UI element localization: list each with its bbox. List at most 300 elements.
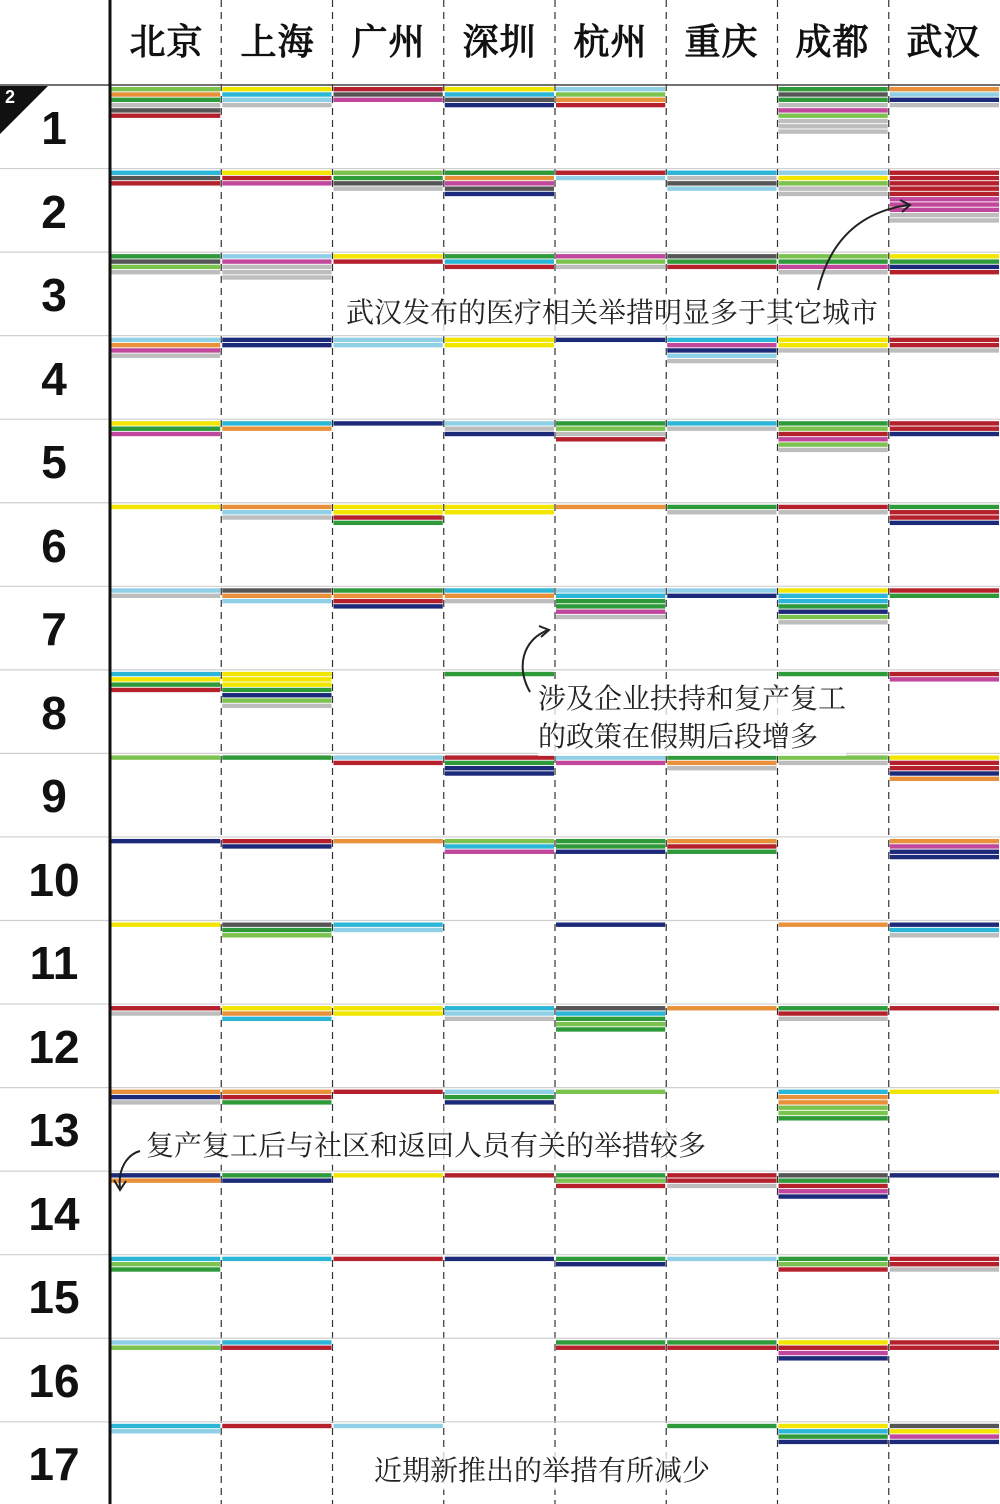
- policy-stripe: [222, 1100, 331, 1104]
- policy-stripe: [779, 1095, 888, 1099]
- policy-stripe: [111, 338, 220, 342]
- policy-stripe: [445, 87, 554, 91]
- policy-stripe: [779, 604, 888, 608]
- policy-stripe: [890, 87, 999, 91]
- policy-stripe: [556, 1022, 665, 1026]
- policy-stripe: [890, 181, 999, 185]
- policy-stripe: [779, 1100, 888, 1104]
- policy-stripe: [779, 1340, 888, 1344]
- policy-stripe: [334, 1090, 443, 1094]
- policy-stripe: [667, 1346, 776, 1350]
- day-label: 8: [41, 687, 67, 739]
- policy-stripe: [779, 448, 888, 452]
- policy-stripe: [667, 1006, 776, 1010]
- policy-stripe: [556, 1173, 665, 1177]
- policy-stripe: [667, 1178, 776, 1182]
- policy-stripe: [779, 171, 888, 175]
- policy-stripe: [222, 171, 331, 175]
- annotation-line: 的政策在假期后段增多: [538, 720, 819, 753]
- policy-stripe: [890, 672, 999, 676]
- policy-stripe: [667, 338, 776, 342]
- policy-stripe: [111, 108, 220, 112]
- policy-stripe: [111, 427, 220, 431]
- policy-stripe: [890, 677, 999, 681]
- policy-stripe: [556, 265, 665, 269]
- day-label: 9: [41, 770, 67, 822]
- policy-stripe: [890, 1257, 999, 1261]
- annotation-recent-decrease: 近期新推出的举措有所减少: [374, 1452, 710, 1490]
- policy-stripe: [445, 771, 554, 775]
- policy-stripe: [445, 338, 554, 342]
- policy-stripe: [556, 755, 665, 759]
- policy-stripe: [222, 933, 331, 937]
- policy-stripe: [445, 850, 554, 854]
- policy-stripe: [111, 1346, 220, 1350]
- policy-stripe: [222, 338, 331, 342]
- annotation-community: 复产复工后与社区和返回人员有关的举措较多: [146, 1127, 706, 1165]
- policy-stripe: [222, 1011, 331, 1015]
- policy-stripe: [667, 588, 776, 592]
- policy-stripe: [222, 1090, 331, 1094]
- policy-stripe: [556, 103, 665, 107]
- policy-stripe: [890, 176, 999, 180]
- city-label: 北京: [129, 22, 204, 63]
- policy-stripe: [111, 1429, 220, 1433]
- policy-stripe: [779, 1424, 888, 1428]
- policy-stripe: [779, 1346, 888, 1350]
- policy-stripe: [222, 92, 331, 96]
- policy-stripe: [445, 594, 554, 598]
- policy-stripe: [890, 933, 999, 937]
- policy-stripe: [890, 1173, 999, 1177]
- policy-stripe: [890, 338, 999, 342]
- policy-stripe: [111, 1267, 220, 1271]
- policy-stripe: [222, 672, 331, 676]
- policy-stripe: [667, 594, 776, 598]
- policy-stripe: [445, 171, 554, 175]
- policy-stripe: [222, 844, 331, 848]
- policy-stripe: [779, 1090, 888, 1094]
- policy-stripe: [890, 270, 999, 274]
- day-label: 11: [29, 937, 79, 989]
- policy-stripe: [222, 265, 331, 269]
- policy-stripe: [556, 594, 665, 598]
- policy-stripe: [334, 594, 443, 598]
- policy-stripe: [890, 923, 999, 927]
- policy-stripe: [222, 1340, 331, 1344]
- policy-stripe: [890, 928, 999, 932]
- policy-stripe: [111, 1006, 220, 1010]
- policy-stripe: [890, 515, 999, 519]
- policy-stripe: [556, 604, 665, 608]
- policy-stripe: [667, 171, 776, 175]
- policy-stripe: [890, 755, 999, 759]
- policy-stripe: [890, 103, 999, 107]
- policy-stripe: [890, 771, 999, 775]
- policy-stripe: [890, 766, 999, 770]
- policy-stripe: [222, 923, 331, 927]
- policy-stripe: [779, 615, 888, 619]
- policy-stripe: [779, 129, 888, 133]
- policy-stripe: [556, 338, 665, 342]
- policy-stripe: [222, 505, 331, 509]
- policy-stripe: [779, 119, 888, 123]
- policy-stripe: [667, 421, 776, 425]
- policy-stripe: [445, 1173, 554, 1177]
- policy-stripe: [890, 265, 999, 269]
- day-label: 16: [28, 1355, 80, 1407]
- policy-stripe: [222, 1178, 331, 1182]
- policy-stripe: [334, 1011, 443, 1015]
- policy-stripe: [111, 171, 220, 175]
- policy-stripe: [556, 254, 665, 258]
- policy-stripe: [556, 1178, 665, 1182]
- policy-stripe: [556, 1090, 665, 1094]
- city-label: 武汉: [906, 22, 981, 63]
- policy-stripe: [111, 1095, 220, 1099]
- policy-stripe: [556, 844, 665, 848]
- policy-stripe: [111, 672, 220, 676]
- policy-stripe: [222, 176, 331, 180]
- policy-stripe: [667, 1424, 776, 1428]
- policy-stripe: [890, 254, 999, 258]
- policy-stripe: [890, 192, 999, 196]
- policy-stripe: [111, 354, 220, 358]
- policy-stripe: [334, 588, 443, 592]
- policy-stripe: [556, 171, 665, 175]
- policy-stripe: [890, 839, 999, 843]
- policy-stripe: [556, 176, 665, 180]
- policy-stripe: [445, 343, 554, 347]
- policy-stripe: [445, 1095, 554, 1099]
- policy-stripe: [111, 181, 220, 185]
- policy-stripe: [890, 259, 999, 263]
- policy-stripe: [890, 218, 999, 222]
- policy-stripe: [445, 766, 554, 770]
- policy-stripe: [334, 761, 443, 765]
- policy-stripe: [779, 1267, 888, 1271]
- policy-stripe: [334, 928, 443, 932]
- policy-stripe: [222, 1424, 331, 1428]
- policy-stripe: [556, 1006, 665, 1010]
- policy-stripe: [890, 427, 999, 431]
- policy-stripe: [445, 844, 554, 848]
- policy-stripe: [890, 1424, 999, 1428]
- policy-stripe: [779, 761, 888, 765]
- policy-stripe: [556, 1027, 665, 1031]
- policy-stripe: [222, 677, 331, 681]
- policy-stripe: [779, 599, 888, 603]
- policy-stripe: [890, 421, 999, 425]
- policy-stripe: [111, 343, 220, 347]
- policy-stripe: [445, 755, 554, 759]
- policy-stripe: [890, 594, 999, 598]
- policy-stripe: [556, 1340, 665, 1344]
- policy-stripe: [445, 265, 554, 269]
- policy-stripe: [111, 98, 220, 102]
- policy-stripe: [445, 92, 554, 96]
- policy-stripe: [667, 354, 776, 358]
- policy-stripe: [222, 254, 331, 258]
- policy-stripe: [556, 599, 665, 603]
- policy-stripe: [890, 432, 999, 436]
- policy-stripe: [890, 505, 999, 509]
- policy-stripe: [334, 505, 443, 509]
- policy-stripe: [111, 270, 220, 274]
- policy-stripe: [222, 1017, 331, 1021]
- policy-stripe: [111, 1262, 220, 1266]
- badge-number: 2: [5, 87, 16, 107]
- policy-stripe: [334, 92, 443, 96]
- policy-stripe: [334, 1173, 443, 1177]
- policy-stripe: [222, 1173, 331, 1177]
- policy-stripe: [111, 677, 220, 681]
- policy-stripe: [779, 343, 888, 347]
- policy-stripe: [445, 427, 554, 431]
- policy-stripe: [667, 1173, 776, 1177]
- city-label: 杭州: [573, 22, 648, 63]
- policy-stripe: [890, 1346, 999, 1350]
- policy-stripe: [890, 213, 999, 217]
- policy-stripe: [667, 348, 776, 352]
- policy-stripe: [779, 124, 888, 128]
- policy-stripe: [667, 755, 776, 759]
- day-label: 1: [41, 102, 67, 154]
- policy-stripe: [779, 87, 888, 91]
- policy-stripe: [890, 844, 999, 848]
- policy-stripe: [779, 1106, 888, 1110]
- policy-stripe: [556, 437, 665, 441]
- policy-stripe: [445, 839, 554, 843]
- policy-stripe: [222, 275, 331, 279]
- policy-stripe: [556, 92, 665, 96]
- policy-stripe: [111, 176, 220, 180]
- day-label: 6: [41, 520, 67, 572]
- policy-stripe: [556, 427, 665, 431]
- policy-stripe: [334, 599, 443, 603]
- policy-stripe: [890, 171, 999, 175]
- policy-stripe: [890, 855, 999, 859]
- policy-stripe: [222, 704, 331, 708]
- policy-stripe: [779, 755, 888, 759]
- policy-stripe: [779, 1116, 888, 1120]
- policy-stripe: [334, 1424, 443, 1428]
- day-label: 17: [28, 1438, 80, 1490]
- policy-stripe: [890, 761, 999, 765]
- policy-stripe: [222, 343, 331, 347]
- policy-stripe: [667, 1184, 776, 1188]
- policy-stripe: [890, 348, 999, 352]
- policy-stripe: [667, 766, 776, 770]
- policy-stripe: [779, 1006, 888, 1010]
- policy-stripe: [334, 186, 443, 190]
- policy-stripe: [445, 259, 554, 263]
- policy-stripe: [222, 87, 331, 91]
- policy-stripe: [556, 432, 665, 436]
- annotation-wuhan-medical: 武汉发布的医疗相关举措明显多于其它城市: [346, 294, 878, 332]
- policy-stripe: [222, 1346, 331, 1350]
- policy-stripe: [111, 1100, 220, 1104]
- policy-stripe: [222, 103, 331, 107]
- policy-stripe: [334, 839, 443, 843]
- policy-stripe: [111, 1178, 220, 1182]
- annotation-enterprise-support: [538, 680, 846, 756]
- policy-stripe: [556, 839, 665, 843]
- annotation-line: 涉及企业扶持和复产复工: [538, 682, 847, 715]
- policy-stripe: [779, 442, 888, 446]
- city-label: 重庆: [684, 22, 759, 63]
- policy-stripe: [222, 693, 331, 697]
- policy-stripe: [111, 923, 220, 927]
- policy-stripe: [445, 181, 554, 185]
- policy-stripe: [445, 186, 554, 190]
- policy-stripe: [667, 510, 776, 514]
- policy-stripe: [779, 1262, 888, 1266]
- policy-stripe: [779, 1429, 888, 1433]
- policy-stripe: [445, 1011, 554, 1015]
- policy-stripe: [334, 254, 443, 258]
- policy-stripe: [222, 839, 331, 843]
- policy-stripe: [222, 270, 331, 274]
- policy-stripe: [667, 839, 776, 843]
- policy-stripe: [556, 421, 665, 425]
- policy-stripe: [334, 1257, 443, 1261]
- policy-stripe: [222, 510, 331, 514]
- policy-stripe: [556, 610, 665, 614]
- policy-stripe: [779, 1111, 888, 1115]
- policy-stripe: [222, 98, 331, 102]
- policy-stripe: [111, 594, 220, 598]
- policy-stripe: [779, 1351, 888, 1355]
- policy-stripe: [334, 521, 443, 525]
- policy-stripe: [890, 92, 999, 96]
- policy-stripe: [779, 192, 888, 196]
- policy-stripe: [890, 343, 999, 347]
- policy-stripe: [334, 421, 443, 425]
- policy-stripe: [111, 1173, 220, 1177]
- policy-stripe: [222, 599, 331, 603]
- policy-stripe: [445, 103, 554, 107]
- policy-stripe: [222, 755, 331, 759]
- policy-stripe: [890, 521, 999, 525]
- policy-stripe: [111, 254, 220, 258]
- day-label: 13: [28, 1104, 80, 1156]
- policy-stripe: [111, 432, 220, 436]
- policy-stripe: [779, 259, 888, 263]
- day-label: 10: [28, 854, 80, 906]
- policy-stripe: [779, 588, 888, 592]
- policy-stripe: [890, 98, 999, 102]
- policy-stripe: [556, 1257, 665, 1261]
- policy-stripe: [445, 672, 554, 676]
- day-label: 3: [41, 269, 67, 321]
- policy-stripe: [779, 1173, 888, 1177]
- policy-stripe: [556, 761, 665, 765]
- policy-stripe: [445, 254, 554, 258]
- policy-stripe: [445, 1100, 554, 1104]
- policy-stripe: [334, 1006, 443, 1010]
- policy-stripe: [667, 427, 776, 431]
- policy-stripe: [779, 1194, 888, 1198]
- policy-stripe: [111, 839, 220, 843]
- policy-stripe: [111, 505, 220, 509]
- day-label: 5: [41, 436, 67, 488]
- policy-stripe: [779, 1017, 888, 1021]
- policy-stripe: [111, 92, 220, 96]
- policy-stripe: [779, 92, 888, 96]
- policy-stripe: [779, 1440, 888, 1444]
- policy-stripe: [222, 1095, 331, 1099]
- policy-stripe: [890, 1434, 999, 1438]
- day-label: 14: [28, 1188, 80, 1240]
- policy-stripe: [111, 259, 220, 263]
- policy-stripe: [779, 1178, 888, 1182]
- policy-stripe: [779, 505, 888, 509]
- policy-stripe: [556, 1346, 665, 1350]
- policy-stripe: [667, 186, 776, 190]
- day-label: 2: [41, 186, 67, 238]
- policy-stripe: [334, 98, 443, 102]
- policy-stripe: [111, 348, 220, 352]
- policy-stripe: [111, 1257, 220, 1261]
- policy-stripe: [779, 176, 888, 180]
- policy-stripe: [556, 923, 665, 927]
- policy-stripe: [667, 1257, 776, 1261]
- day-label: 12: [28, 1021, 80, 1073]
- policy-stripe: [445, 421, 554, 425]
- day-label: 4: [41, 353, 67, 405]
- day-label: 7: [41, 603, 67, 655]
- policy-stripe: [779, 254, 888, 258]
- policy-stripe: [334, 510, 443, 514]
- city-label: 深圳: [462, 22, 537, 63]
- policy-stripe: [779, 1184, 888, 1188]
- policy-stripe: [111, 87, 220, 91]
- policy-stripe: [111, 265, 220, 269]
- policy-stripe: [667, 1340, 776, 1344]
- city-label: 成都: [795, 22, 870, 63]
- city-label: 广州: [351, 22, 426, 63]
- policy-stripe: [556, 505, 665, 509]
- policy-stripe: [222, 594, 331, 598]
- policy-stripe: [445, 432, 554, 436]
- policy-stripe: [445, 192, 554, 196]
- policy-stripe: [667, 254, 776, 258]
- policy-stripe: [779, 1434, 888, 1438]
- policy-stripe: [779, 1257, 888, 1261]
- policy-stripe: [779, 98, 888, 102]
- policy-stripe: [111, 114, 220, 118]
- policy-stripe: [222, 421, 331, 425]
- policy-stripe: [779, 510, 888, 514]
- policy-stripe: [890, 588, 999, 592]
- policy-stripe: [779, 620, 888, 624]
- policy-stripe: [890, 850, 999, 854]
- policy-stripe: [556, 87, 665, 91]
- policy-stripe: [334, 87, 443, 91]
- policy-stripe: [779, 1356, 888, 1360]
- policy-stripe: [779, 108, 888, 112]
- policy-stripe: [111, 588, 220, 592]
- policy-stripe: [667, 259, 776, 263]
- policy-stripe: [445, 510, 554, 514]
- policy-stripe: [445, 505, 554, 509]
- policy-stripe: [222, 1006, 331, 1010]
- policy-stripe: [667, 505, 776, 509]
- policy-stripe: [556, 850, 665, 854]
- policy-stripe: [779, 923, 888, 927]
- policy-stripe: [779, 672, 888, 676]
